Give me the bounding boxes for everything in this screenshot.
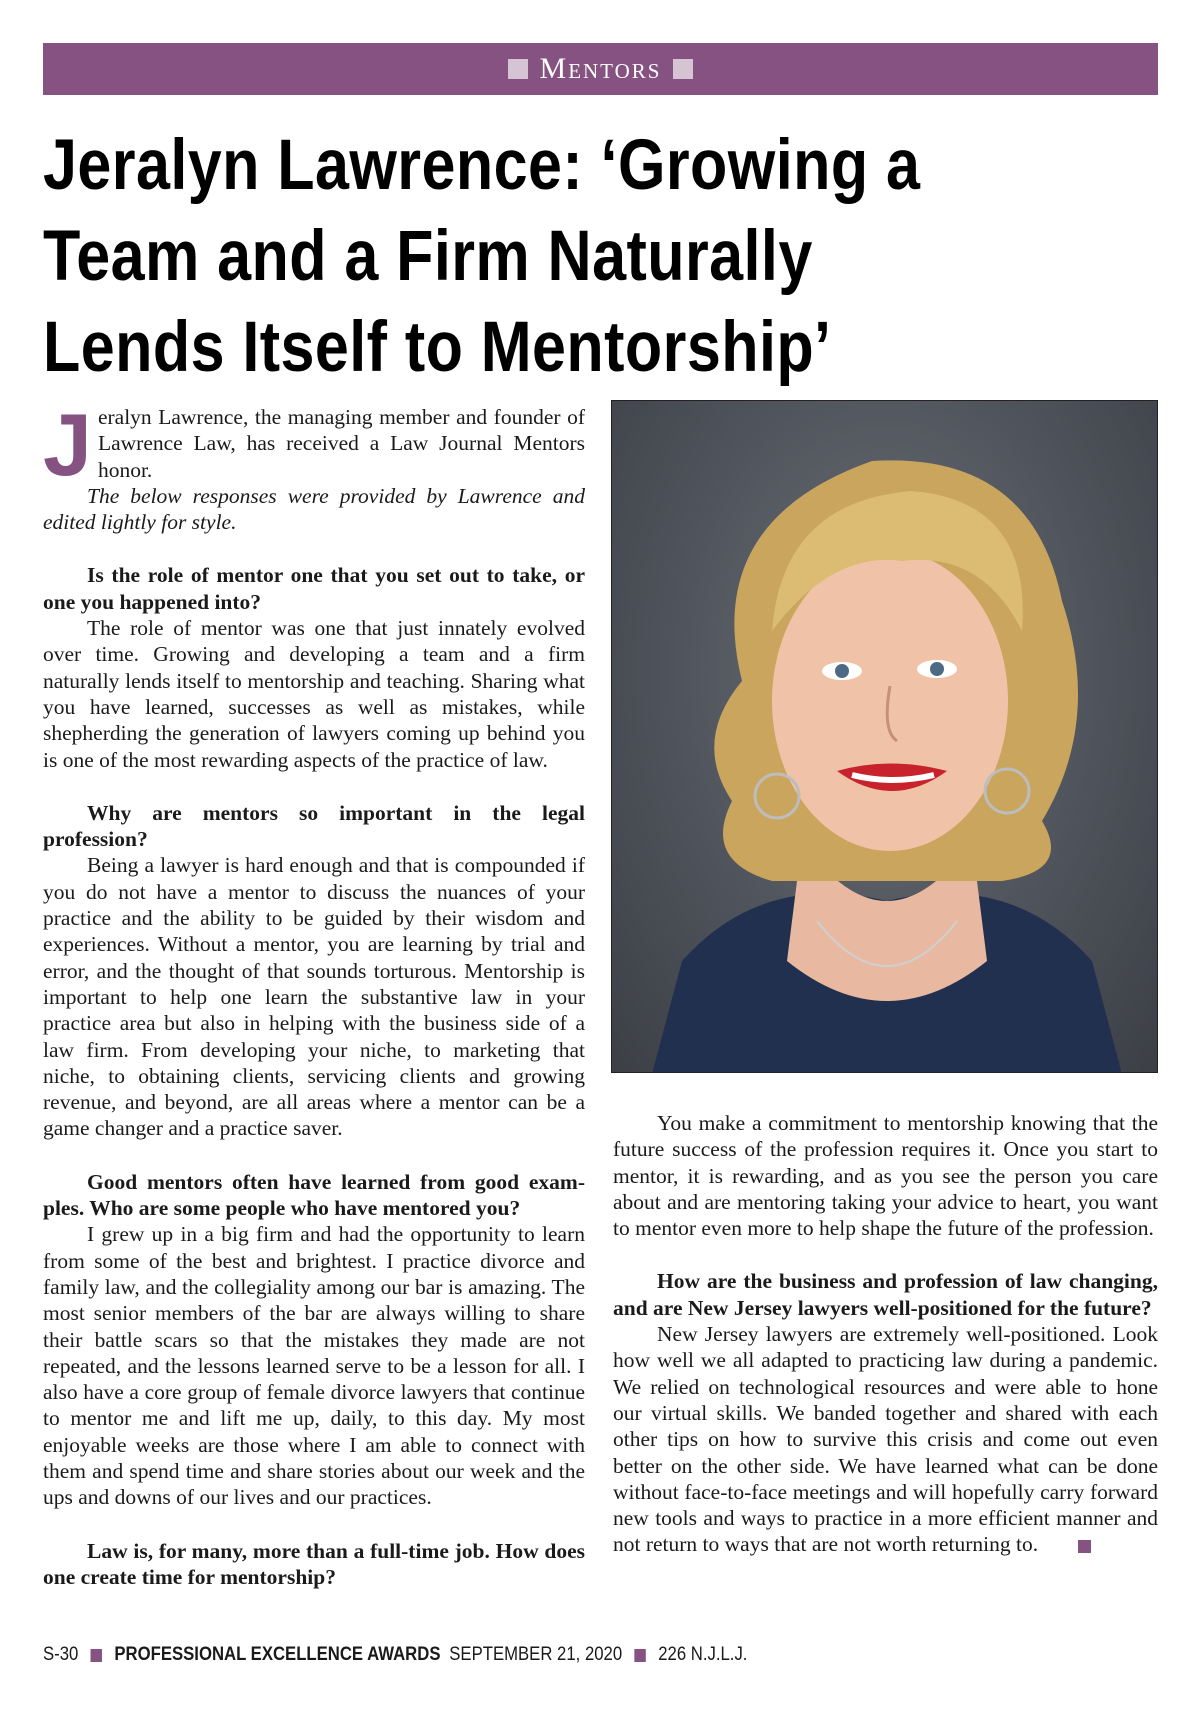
question-1: Is the role of mentor one that you set out to take, or one you happened into? [43, 563, 585, 614]
article-column-right [613, 1110, 1158, 1558]
page-number: S-30 [43, 1644, 79, 1665]
banner-square-icon [673, 59, 693, 79]
end-mark-icon [1078, 1540, 1091, 1553]
article-column-left [43, 395, 585, 1590]
section-banner [43, 43, 1158, 95]
intro-text: eralyn Lawrence, the managing member and founder of Lawrence Law, has received a Law Journal Mentors honor. [97, 405, 585, 482]
answer-5 [613, 1321, 1158, 1558]
answer-5-text: New Jersey lawyers are extremely well-positioned. Look how well we all adapted to practicing law during a pandemic. We relied on technological resources and were able to hone our virtual skills. We banded together and shared with each other tips on how to survive this crisis and come out even better on the other side. We have learned what can be done without face-to-face meetings and will hopefully carry forward new tools and ways to practice in a more efficient manner and not return to ways that are not worth returning to. [613, 1322, 1158, 1557]
page-footer [43, 1640, 747, 1670]
portrait-illustration [612, 401, 1158, 1073]
footer-square-icon [91, 1649, 102, 1662]
question-3: Good mentors often have learned from good examples. Who are some people who have mentored you? [43, 1169, 585, 1221]
question-2: Why are mentors so important in the legal profession? [43, 800, 585, 852]
drop-cap: J [43, 395, 92, 494]
headline: Jeralyn Lawrence: ‘Growing a Team and a Firm Naturally Lends Itself to Mentorship’ [43, 126, 921, 387]
question-5: How are the business and profession of law changing, and are New Jersey lawyers well-positioned for the future? [613, 1269, 1158, 1320]
issue-date: SEPTEMBER 21, 2020 [449, 1644, 623, 1665]
footer-square-icon [634, 1649, 645, 1662]
banner-square-icon [508, 59, 528, 79]
portrait-photo [611, 400, 1158, 1073]
answer-2: Being a lawyer is hard enough and that is compounded if you do not have a mentor to discuss the nuances of your practice and the ability to be guided by their wisdom and experiences. Without a mentor, you are learning by trial and error, and the thought of that sounds torturous. Mentorship is important to help one learn the substantive law in your practice area but also in helping with the business side of a law firm. From developing your niche, to marketing that niche, to obtaining clients, servicing clients and growing revenue, and beyond, are all areas where a mentor can be a game changer and a practice saver. [43, 853, 585, 1141]
volume: 226 N.J.L.J. [658, 1644, 748, 1665]
question-4: Law is, for many, more than a full-time job. How does one create time for mentorship? [43, 1538, 585, 1589]
publication-name: PROFESSIONAL EXCELLENCE AWARDS [114, 1644, 441, 1665]
intro-paragraph [43, 395, 585, 494]
editor-note: The below responses were provided by Lawrence and edited lightly for style. [43, 483, 585, 535]
answer-4: You make a commitment to mentorship knowing that the future success of the profession requires it. Once you start to mentor, it is rewarding, and as you see the person you care about and are mentoring taking your advice to heart, you want to mentor even more to help shape the future of the profession. [613, 1111, 1158, 1241]
section-label: Mentors [539, 52, 662, 85]
answer-1: The role of mentor was one that just innately evolved over time. Growing and developing a team and a firm naturally lends itself to mentorship and teaching. Sharing what you have learned, successes as well as mistakes, while shepherding the generation of lawyers coming up behind you is one of the most rewarding aspects of the practice of law. [43, 616, 585, 772]
answer-3: I grew up in a big firm and had the opportunity to learn from some of the best and brightest. I practice divorce and family law, and the collegiality among our bar is amazing. The most senior members of the bar are always willing to share their battle scars so that the mistakes they made are not repeated, and the lessons learned serve to be a lesson for all. I also have a core group of female divorce lawyers that continue to mentor me and lift me up, daily, to this day. My most enjoyable weeks are those where I am able to connect with them and spend time and share stories about our week and the ups and downs of our lives and our practices. [43, 1222, 585, 1510]
